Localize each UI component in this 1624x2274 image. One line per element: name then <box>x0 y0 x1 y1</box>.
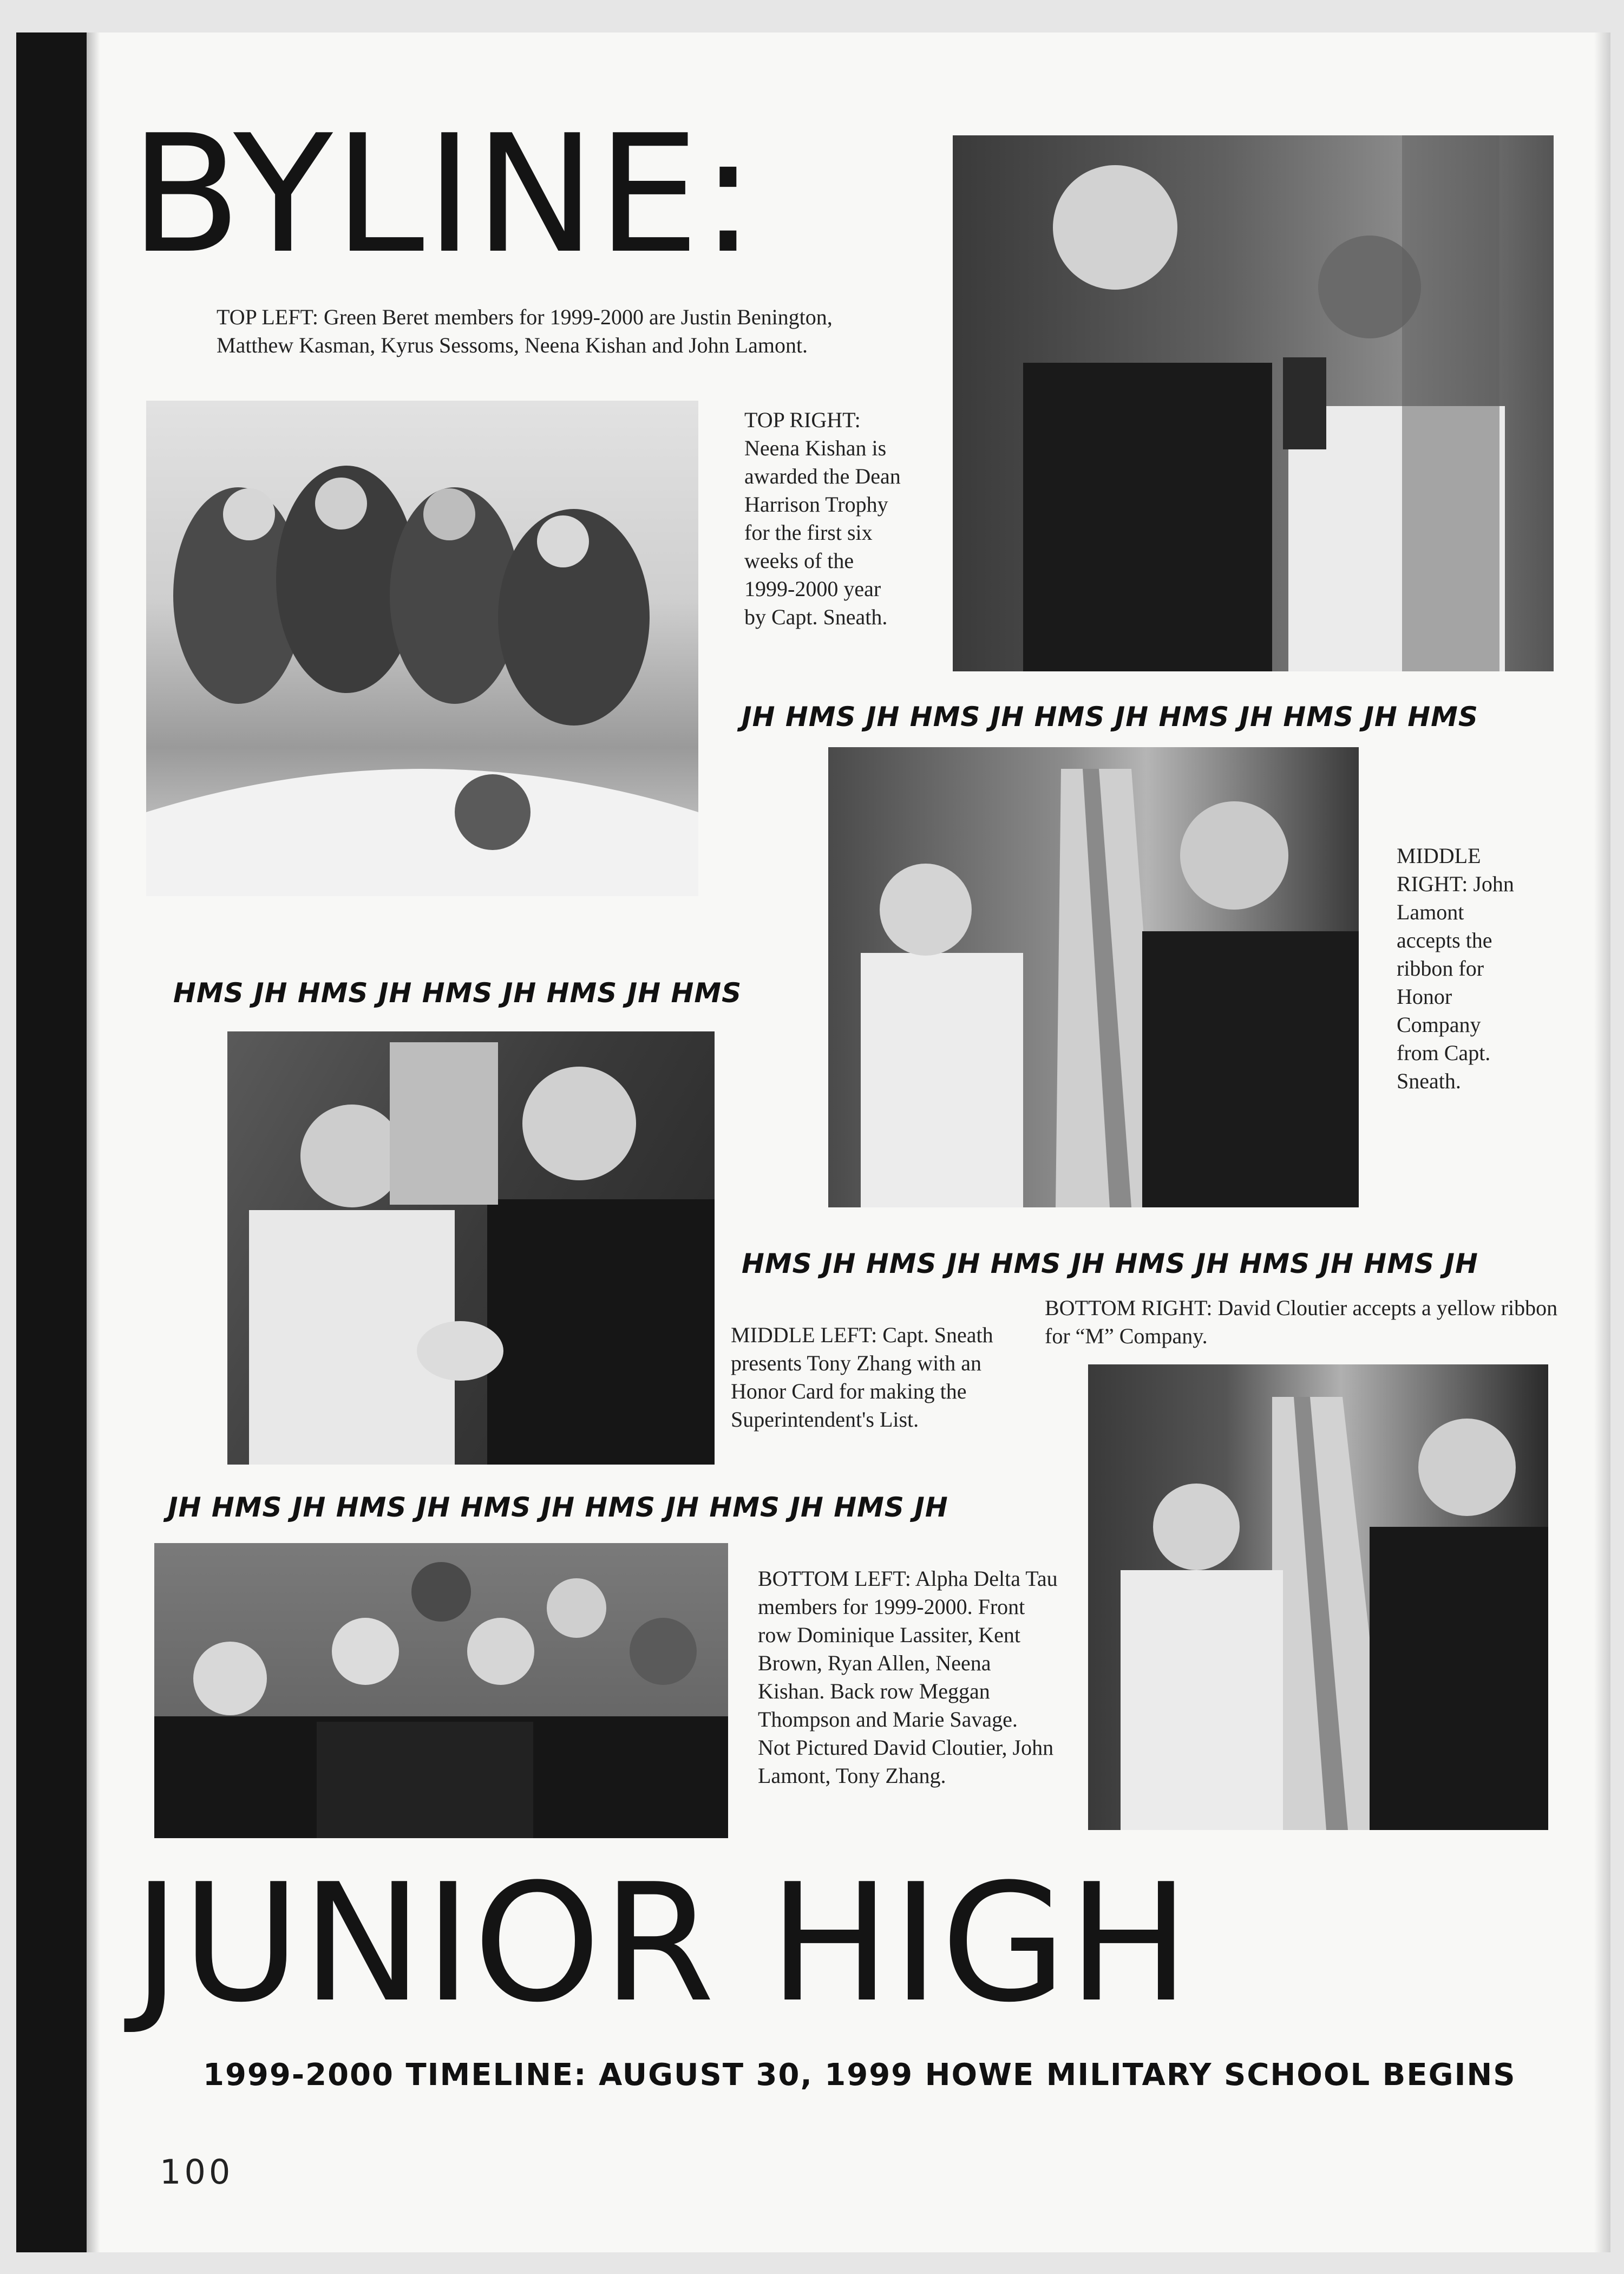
caption-bottom-right: BOTTOM RIGHT: David Cloutier accepts a yellow ribbon for “M” Company. <box>1045 1296 1558 1348</box>
caption-bottom-left-not-pictured: Not Pictured David Cloutier, John Lamont, Tony Zhang. <box>758 1735 1054 1788</box>
photo-m-company-ribbon <box>1088 1364 1548 1830</box>
photo-honor-card <box>227 1031 715 1465</box>
page-headline: BYLINE: <box>130 100 757 289</box>
timeline-strip: 1999-2000 TIMELINE: AUGUST 30, 1999 HOWE MILITARY SCHOOL BEGINS <box>203 2057 1516 2093</box>
page-number: 100 <box>160 2152 234 2192</box>
banner-strip-4: JH HMS JH HMS JH HMS JH HMS JH HMS JH HMS JH <box>168 1492 948 1523</box>
spine-shadow <box>87 32 100 2252</box>
photo-green-berets <box>146 401 698 896</box>
banner-strip-2: HMS JH HMS JH HMS JH HMS JH HMS <box>173 977 742 1009</box>
page-spine-bar <box>16 32 87 2252</box>
caption-top-right: TOP RIGHT: Neena Kishan is awarded the Dean Harrison Trophy for the first six weeks of the 1999-2000 year by Capt. Sneath. <box>744 408 901 629</box>
banner-strip-1: JH HMS JH HMS JH HMS JH HMS JH HMS JH HMS <box>742 701 1478 733</box>
section-title: JUNIOR HIGH <box>133 1849 1191 2038</box>
caption-middle-right: MIDDLE RIGHT: John Lamont accepts the ribbon for Honor Company from Capt. Sneath. <box>1397 844 1514 1093</box>
banner-strip-3: HMS JH HMS JH HMS JH HMS JH HMS JH HMS JH <box>742 1248 1478 1279</box>
photo-trophy-award <box>953 135 1554 671</box>
photo-honor-company-ribbon <box>828 747 1359 1207</box>
caption-bottom-left <box>758 1565 1061 1790</box>
yearbook-page <box>16 32 1610 2252</box>
photo-alpha-delta-tau <box>154 1543 728 1838</box>
page-edge-shadow <box>1594 32 1610 2252</box>
caption-middle-left: MIDDLE LEFT: Capt. Sneath presents Tony Zhang with an Honor Card for making the Superintendent's List. <box>731 1323 993 1432</box>
caption-bottom-left-main: BOTTOM LEFT: Alpha Delta Tau members for 1999-2000. Front row Dominique Lassiter, Kent Brown, Ryan Allen, Neena Kishan. Back row Meggan Thompson and Marie Savage. <box>758 1566 1058 1731</box>
caption-top-left: TOP LEFT: Green Beret members for 1999-2000 are Justin Benington, Matthew Kasman, Kyrus Sessoms, Neena Kishan and John Lamont. <box>217 305 833 357</box>
